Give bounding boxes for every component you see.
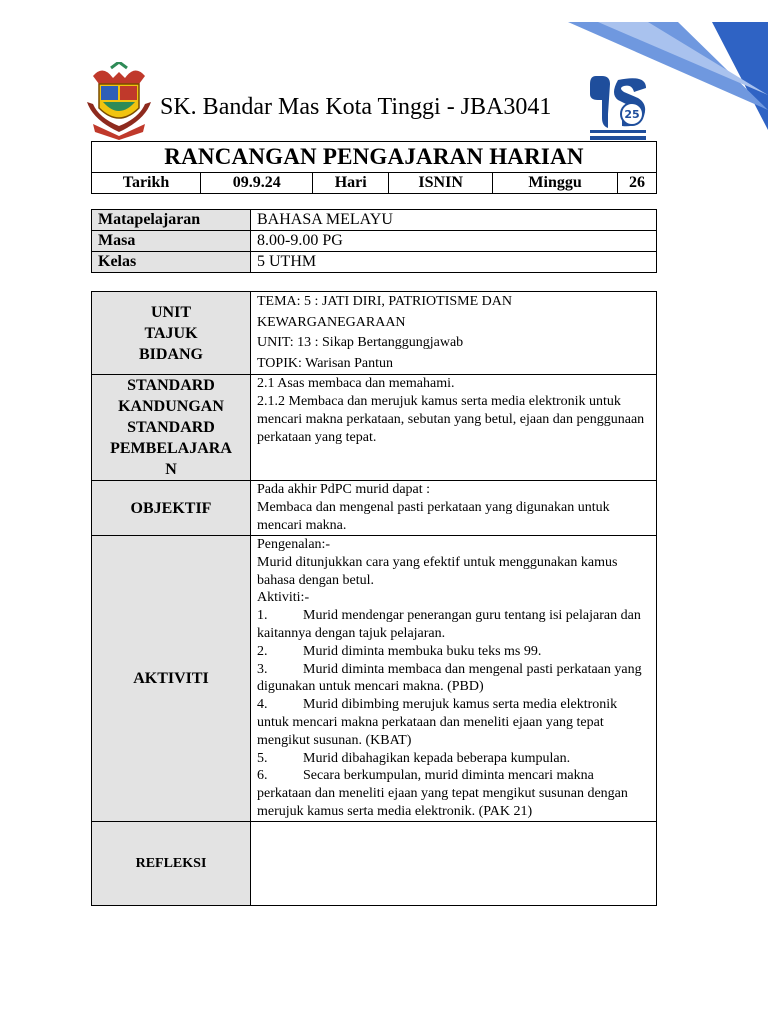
school-name: SK. Bandar Mas Kota Tinggi - JBA3041 (160, 94, 552, 120)
activity-step: 6. Secara berkumpulan, murid diminta mencari makna perkataan dan meneliti ejaan yang tepat mengikut susunan dengan merujuk kamus serta media elektronik. (PAK 21) (257, 768, 628, 819)
logo-number: 25 (624, 108, 640, 121)
title-table (91, 141, 657, 194)
info-table (91, 209, 657, 273)
subject-label: Matapelajaran (92, 210, 251, 231)
activity-step: 1. Murid mendengar penerangan guru tentang isi pelajaran dan kaitannya dengan tajuk pelajaran. (257, 608, 641, 641)
school-crest-icon (83, 62, 155, 140)
class-value: 5 UTHM (251, 252, 657, 273)
unit-content: TEMA: 5 : JATI DIRI, PATRIOTISME DAN KEWARGANEGARAAN UNIT: 13 : Sikap Bertanggungjawab TOPIK: Warisan Pantun (251, 292, 657, 375)
tarikh-label: Tarikh (92, 173, 201, 194)
document-header (83, 62, 683, 142)
time-value: 8.00-9.00 PG (251, 231, 657, 252)
time-label: Masa (92, 231, 251, 252)
activity-step: 2. Murid diminta membuka buku teks ms 99. (257, 643, 542, 659)
minggu-value: 26 (617, 173, 656, 194)
hari-label: Hari (313, 173, 389, 194)
objektif-label: OBJEKTIF (92, 481, 251, 536)
activity-step: 4. Murid dibimbing merujuk kamus serta media elektronik untuk mencari makna perkataan dan meneliti ejaan yang tepat mengikut susunan. (KBAT) (257, 697, 618, 748)
refleksi-label: REFLEKSI (92, 822, 251, 906)
objektif-content: Pada akhir PdPC murid dapat : Membaca dan mengenal pasti perkataan yang digunakan untuk mencari makna. (251, 481, 657, 536)
standard-content: 2.1 Asas membaca dan memahami. 2.1.2 Membaca dan merujuk kamus serta media elektronik untuk mencari makna perkataan, sebutan yang betul, ejaan dan penggunaan perkataan yang tepat. (251, 375, 657, 481)
hari-value: ISNIN (389, 173, 493, 194)
refleksi-content[interactable] (251, 822, 657, 906)
minggu-label: Minggu (493, 173, 618, 194)
class-label: Kelas (92, 252, 251, 273)
activity-step: 5. Murid dibahagikan kepada beberapa kumpulan. (257, 750, 571, 766)
subject-value: BAHASA MELAYU (251, 210, 657, 231)
activity-step: 3. Murid diminta membaca dan mengenal pasti perkataan yang digunakan untuk mencari makna. (PBD) (257, 661, 642, 695)
page-title: RANCANGAN PENGAJARAN HARIAN (92, 142, 657, 173)
unit-label: UNIT TAJUK BIDANG (92, 292, 251, 375)
anniversary-logo-icon (588, 70, 650, 142)
standard-label: STANDARD KANDUNGAN STANDARD PEMBELAJARA N (92, 375, 251, 481)
tarikh-value: 09.9.24 (201, 173, 313, 194)
aktiviti-label: AKTIVITI (92, 536, 251, 822)
lesson-plan-table (91, 291, 657, 906)
aktiviti-content: Pengenalan:- Murid ditunjukkan cara yang efektif untuk menggunakan kamus bahasa dengan betul. Aktiviti:- 1. Murid mendengar penerangan guru tentang isi pelajaran dan kaitannya dengan tajuk pelajaran. 2. Murid diminta membuka buku teks ms 99. 3. Murid diminta membaca dan mengenal pasti perkataan yang digunakan untuk mencari makna. (PBD) 4. Murid dibimbing merujuk kamus serta media elektronik untuk mencari makna perkataan dan meneliti ejaan yang tepat mengikut susunan. (KBAT) 5. Murid dibahagikan kepada beberapa kumpulan. 6. Secara berkumpulan, murid diminta mencari makna perkataan dan meneliti ejaan yang tepat mengikut susunan dengan merujuk kamus serta media elektronik. (PAK 21) (251, 536, 657, 822)
